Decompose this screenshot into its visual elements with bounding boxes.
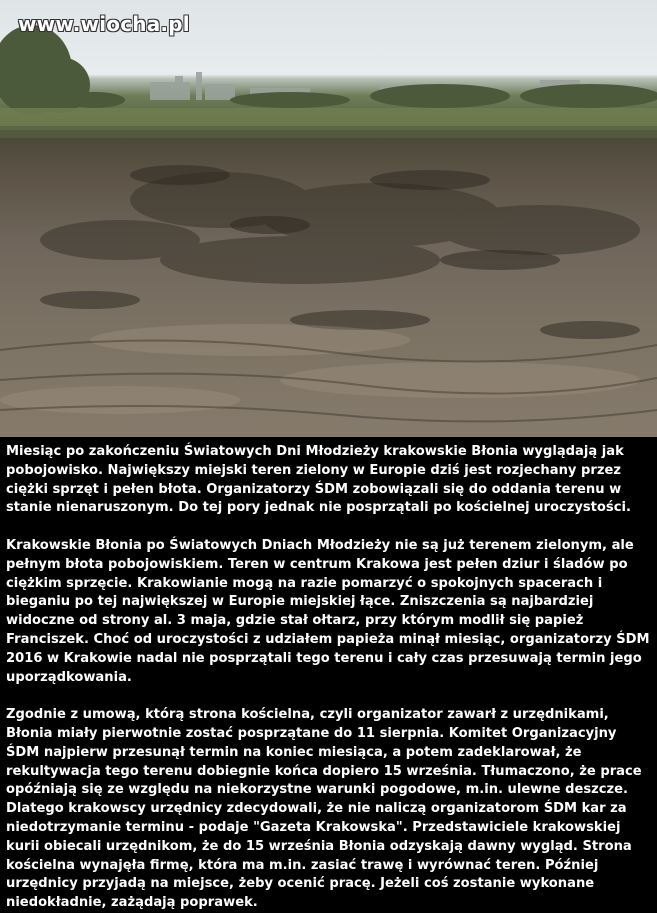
- article-text: [0, 437, 657, 913]
- article-paragraph: Zgodnie z umową, którą strona kościelna, czyli organizator zawarł z urzędnikami, Błonia miały pierwotnie zostać posprzątane do 11 sierpnia. Komitet Organizacyjny ŚDM najpierw przesunął termin na koniec miesiąca, a potem zadeklarował, że rekultywacja tego terenu dobiegnie końca dopiero 15 września. Tłumaczono, że prace opóźniają się ze względu na niekorzystne warunki pogodowe, m.in. ulewne deszcze. Dlatego krakowscy urzędnicy zdecydowali, że nie naliczą organizatorom ŚDM kar za niedotrzymanie terminu - podaje "Gazeta Krakowska". Przedstawiciele krakowskiej kurii obiecali urzędnikom, że do 15 września Błonia odzyskają dawny wygląd. Strona kościelna wynajęła firmę, która ma m.in. zasiać trawę i wyrównać teren. Później urzędnicy przyjadą na miejsce, żeby ocenić pracę. Jeżeli coś zostanie wykonane niedokładnie, zażądają poprawek.: [6, 707, 642, 911]
- muddy-field-photo: [0, 0, 657, 437]
- watermark: www.wiocha.pl: [18, 12, 190, 36]
- article-paragraph: Miesiąc po zakończeniu Światowych Dni Młodzieży krakowskie Błonia wyglądają jak pobojowisko. Największy miejski teren zielony w Europie dziś jest rozjechany przez ciężki sprzęt i pełen błota. Organizatorzy ŚDM zobowiązali się do oddania terenu w stanie nienaruszonym. Do tej pory jednak nie posprzątali po kościelnej uroczystości.: [6, 444, 631, 516]
- photo-illustration: [0, 0, 657, 437]
- article-paragraph: Krakowskie Błonia po Światowych Dniach Młodzieży nie są już terenem zielonym, ale pełnym błota pobojowiskiem. Teren w centrum Krakowa jest pełen dziur i śladów po ciężkim sprzęcie. Krakowianie mogą na razie pomarzyć o spokojnych spacerach i bieganiu po tej największej w Europie miejskiej łące. Zniszczenia są najbardziej widoczne od strony al. 3 maja, gdzie stał ołtarz, przy którym modlił się papież Franciszek. Choć od uroczystości z udziałem papieża minął miesiąc, organizatorzy ŚDM 2016 w Krakowie nadal nie posprzątali tego terenu i cały czas przesuwają termin jego uporządkowania.: [6, 537, 650, 685]
